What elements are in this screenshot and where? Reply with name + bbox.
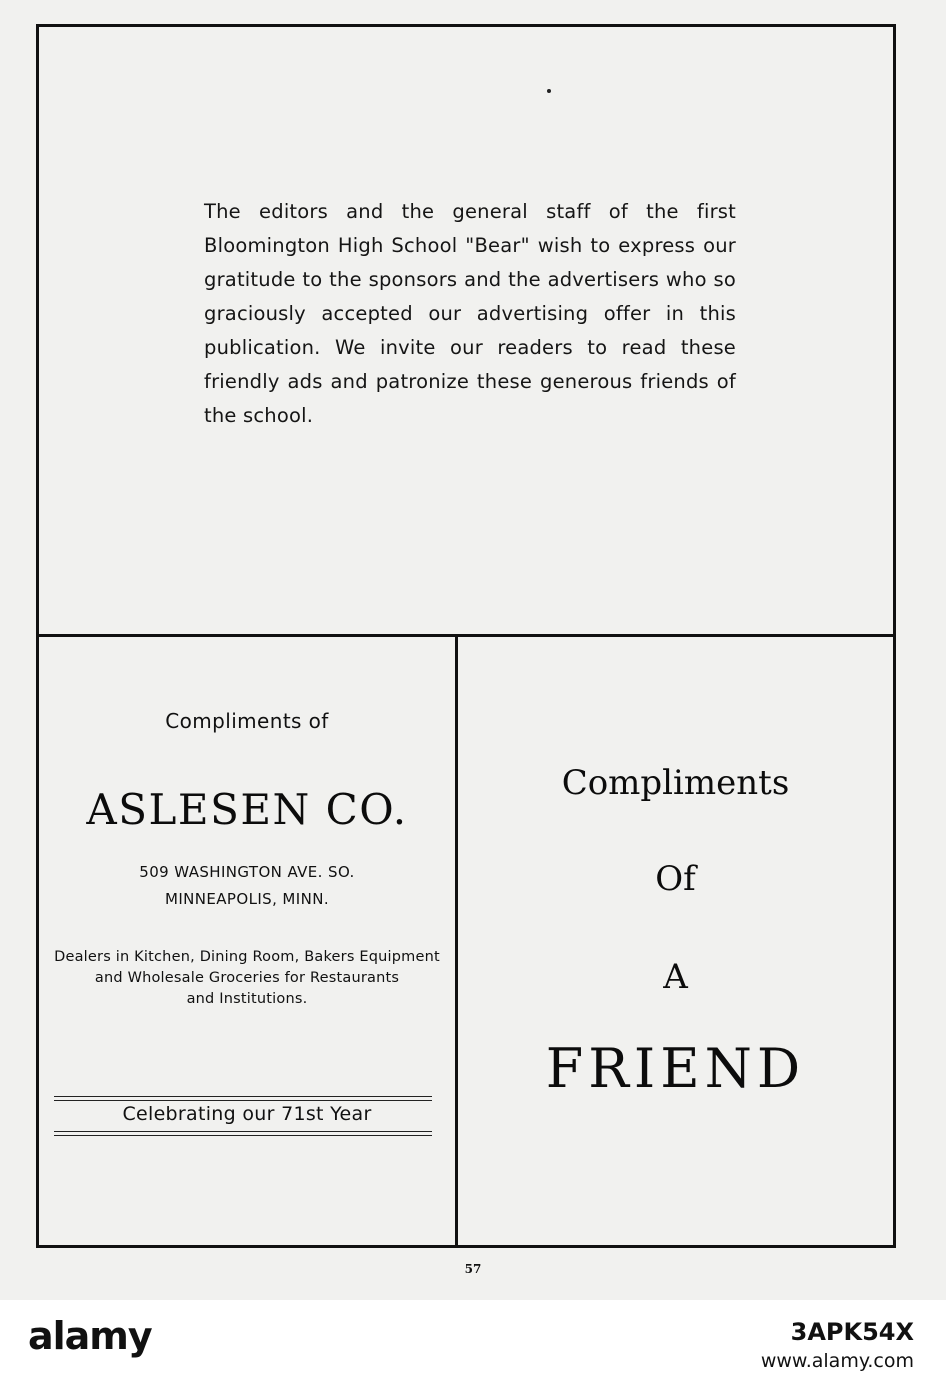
- friend-ad-compliments: Compliments: [561, 763, 790, 803]
- footer-url: www.alamy.com: [760, 1350, 914, 1372]
- ad-description-line-2: and Wholesale Groceries for Restaurants: [94, 970, 400, 986]
- friend-ad-a: A: [663, 957, 688, 997]
- alamy-logo: alamy: [28, 1314, 152, 1358]
- image-id: 3APK54X: [790, 1318, 914, 1346]
- friend-ad-of: Of: [655, 859, 696, 899]
- page-number: 57: [464, 1262, 482, 1276]
- aslesen-ad: [39, 637, 455, 1245]
- ad-top-rule-2: [54, 1100, 432, 1101]
- ad-address: [39, 859, 455, 913]
- ad-description-line-1: Dealers in Kitchen, Dining Room, Bakers Equipment: [54, 949, 440, 965]
- ad-celebrating-text: Celebrating our 71st Year: [122, 1103, 372, 1125]
- ad-bottom-rule-1: [54, 1131, 432, 1132]
- ad-description: [39, 947, 455, 1010]
- editors-thank-you-text: The editors and the general staff of the first Bloomington High School "Bear" wish to express our gratitude to the sponsors and the advertisers who so graciously accepted our advertising offer in this publication. We invite our readers to read these friendly ads and patronize these generous friends of the school.: [204, 200, 736, 427]
- ad-top-rule-1: [54, 1096, 432, 1097]
- ad-address-line-1: 509 WASHINGTON AVE. SO.: [139, 863, 355, 881]
- ad-compliments-of: Compliments of: [165, 709, 329, 733]
- print-speck: [547, 89, 551, 93]
- friend-ad-friend: FRIEND: [545, 1037, 806, 1100]
- friend-ad: [458, 637, 893, 1245]
- ad-description-line-3: and Institutions.: [186, 991, 308, 1007]
- ad-bottom-rule-2: [54, 1135, 432, 1136]
- ad-company-name: ASLESEN CO.: [86, 785, 408, 834]
- ad-address-line-2: MINNEAPOLIS, MINN.: [164, 890, 329, 908]
- watermark-footer: [0, 1300, 946, 1390]
